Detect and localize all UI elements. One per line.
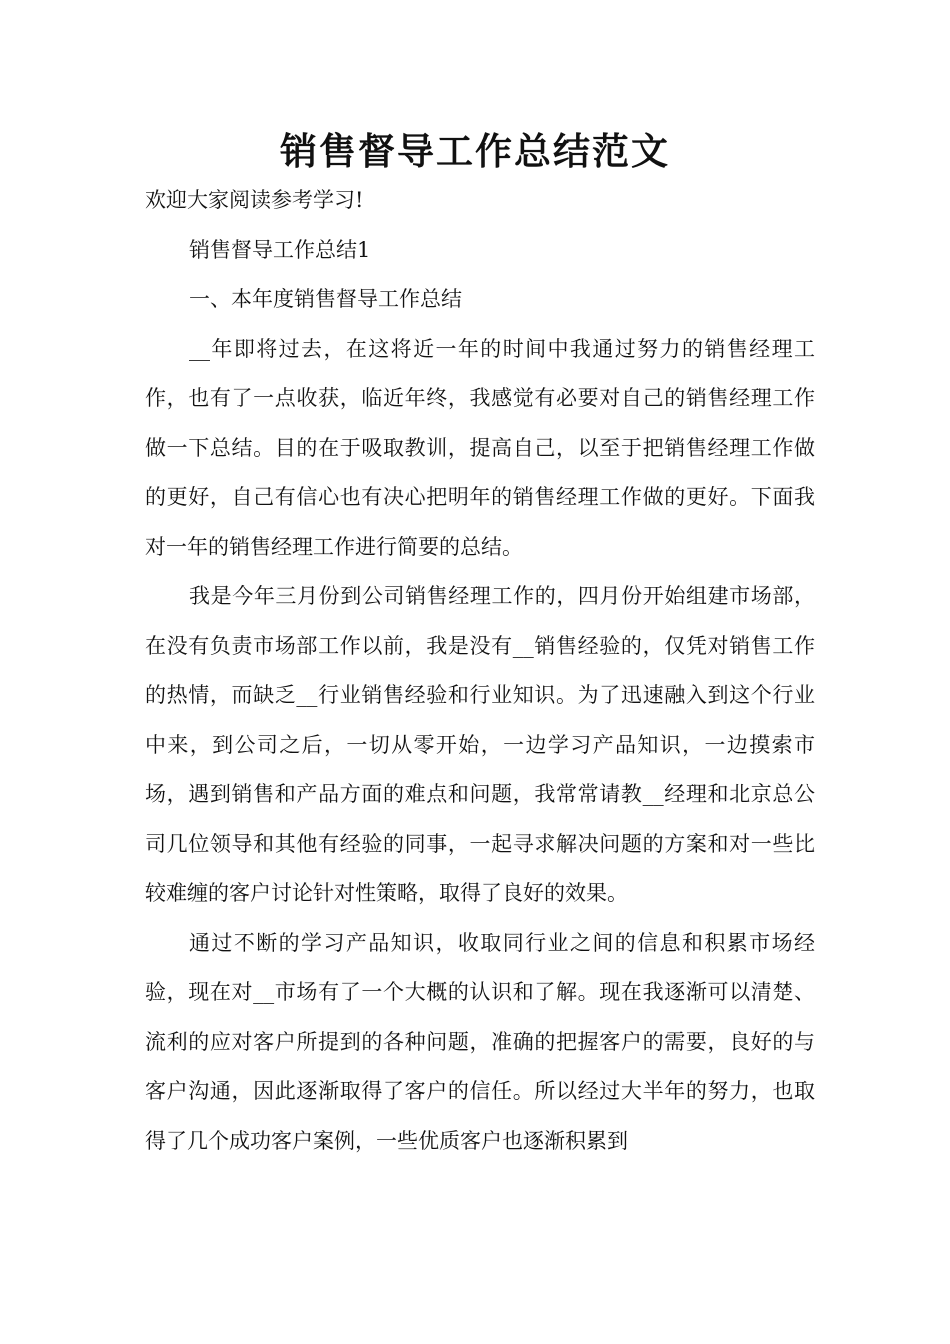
section-heading: 销售督导工作总结1 [189, 237, 371, 262]
paragraph-2: 我是今年三月份到公司销售经理工作的，四月份开始组建市场部，在没有负责市场部工作以前，我是没有__销售经验的，仅凭对销售工作的热情，而缺乏__行业销售经验和行业知识。为了迅速融入到这个行业中来，到公司之后，一切从零开始，一边学习产品知识，一边摸索市场，遇到销售和产品方面的难点和问题，我常常请教__经理和北京总公司几位领导和其他有经验的同事，一起寻求解决问题的方案和对一些比较难缠的客户讨论针对性策略，取得了良好的效果。 [145, 584, 815, 905]
intro-line: 欢迎大家阅读参考学习! [145, 188, 364, 212]
paragraph-1: __年即将过去，在这将近一年的时间中我通过努力的销售经理工作，也有了一点收获，临近年终，我感觉有必要对自己的销售经理工作做一下总结。目的在于吸取教训，提高自己，以至于把销售经理工作做的更好，自己有信心也有决心把明年的销售经理工作做的更好。下面我对一年的销售经理工作进行简要的总结。 [145, 336, 815, 559]
subheading: 一、本年度销售督导工作总结 [189, 287, 462, 311]
document-body [145, 176, 815, 1166]
document-title: 销售督导工作总结范文 [280, 130, 670, 173]
paragraph-3: 通过不断的学习产品知识，收取同行业之间的信息和积累市场经验，现在对__市场有了一个大概的认识和了解。现在我逐渐可以清楚、流利的应对客户所提到的各种问题，准确的把握客户的需要，良好的与客户沟通，因此逐渐取得了客户的信任。所以经过大半年的努力，也取得了几个成功客户案例，一些优质客户也逐渐积累到 [145, 930, 815, 1153]
